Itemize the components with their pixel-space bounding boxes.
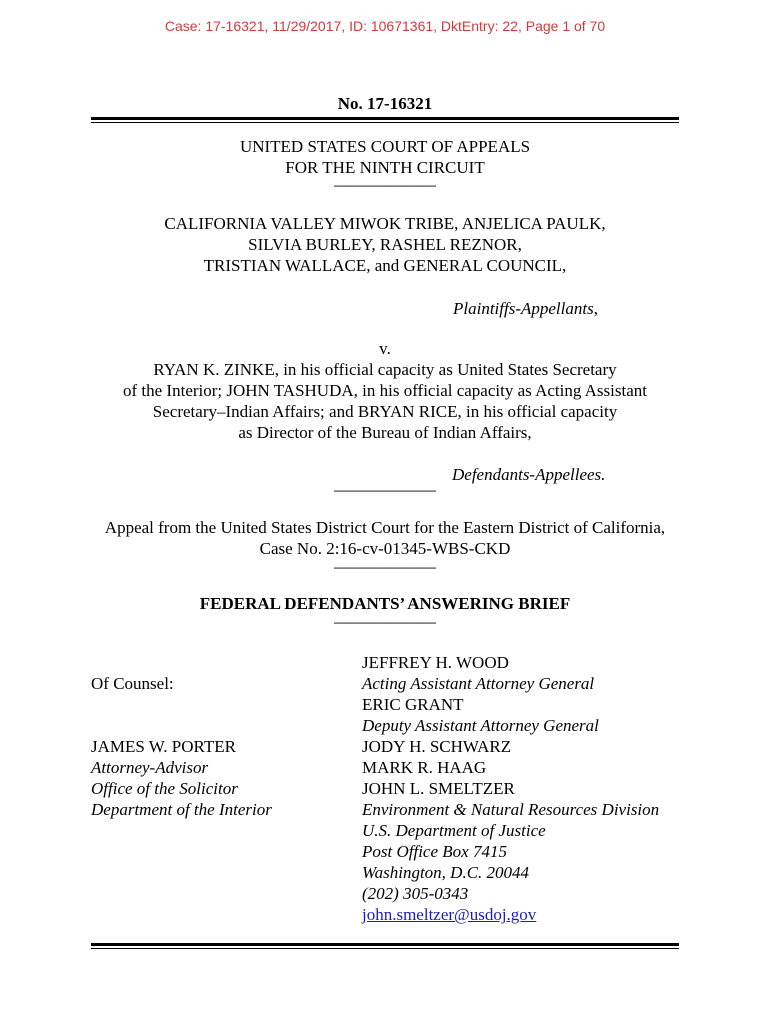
separator: ——————	[334, 557, 436, 576]
counsel-left-line: Department of the Interior	[91, 800, 272, 819]
plaintiffs-line-2: SILVIA BURLEY, RASHEL REZNOR,	[248, 235, 522, 254]
court-line-1: UNITED STATES COURT OF APPEALS	[239, 137, 531, 156]
email-link[interactable]: john.smeltzer@usdoj.gov	[362, 905, 537, 924]
brief-title: FEDERAL DEFENDANTS’ ANSWERING BRIEF	[199, 594, 571, 613]
appeal-line-2: Case No. 2:16-cv-01345-WBS-CKD	[259, 539, 511, 558]
counsel-right-title: Acting Assistant Attorney General	[362, 674, 595, 693]
counsel-right-address: Washington, D.C. 20044	[362, 863, 530, 882]
appeal-line-1: Appeal from the United States District Court for the Eastern District of California,	[104, 518, 666, 537]
defendants-line-2: of the Interior; JOHN TASHUDA, in his official capacity as Acting Assistant	[123, 381, 647, 400]
plaintiffs-line-1: CALIFORNIA VALLEY MIWOK TRIBE, ANJELICA PAULK,	[164, 214, 606, 233]
counsel-left-name: JAMES W. PORTER	[91, 737, 236, 756]
counsel-right-address: Post Office Box 7415	[362, 842, 507, 861]
separator: ——————	[334, 480, 436, 499]
counsel-right-address: U.S. Department of Justice	[362, 821, 546, 840]
plaintiffs-line-3: TRISTIAN WALLACE, and GENERAL COUNCIL,	[203, 256, 567, 275]
defendants-role: Defendants-Appellees.	[452, 465, 606, 484]
counsel-right-name: ERIC GRANT	[362, 695, 464, 714]
top-rule	[91, 117, 679, 123]
counsel-left-line: Attorney-Advisor	[91, 758, 209, 777]
plaintiffs-role	[453, 298, 598, 319]
defendants-line-1: RYAN K. ZINKE, in his official capacity as United States Secretary	[153, 360, 617, 379]
counsel-right-name: JOHN L. SMELTZER	[362, 779, 515, 798]
counsel-right-address: Environment & Natural Resources Division	[362, 800, 660, 819]
case-header: Case: 17-16321, 11/29/2017, ID: 10671361, DktEntry: 22, Page 1 of 70	[164, 18, 606, 34]
bottom-rule	[91, 943, 679, 949]
counsel-right-name: JODY H. SCHWARZ	[362, 737, 512, 756]
separator: ——————	[334, 612, 436, 631]
counsel-right-address: (202) 305-0343	[362, 884, 469, 903]
versus: v.	[379, 339, 391, 358]
counsel-left-line: Office of the Solicitor	[91, 779, 238, 798]
separator: ——————	[334, 175, 436, 194]
counsel-right-name: MARK R. HAAG	[362, 758, 487, 777]
plaintiffs-role-text: Plaintiffs-Appellants	[453, 299, 594, 318]
defendants-line-4: as Director of the Bureau of Indian Affairs,	[238, 423, 532, 442]
counsel-right-name: JEFFREY H. WOOD	[362, 653, 509, 672]
counsel-right-title: Deputy Assistant Attorney General	[362, 716, 599, 735]
of-counsel-label: Of Counsel:	[91, 674, 174, 693]
court-line-2: FOR THE NINTH CIRCUIT	[285, 158, 485, 177]
defendants-line-3: Secretary–Indian Affairs; and BRYAN RICE, in his official capacity	[152, 402, 618, 421]
plaintiffs-role-punct: ,	[593, 299, 598, 318]
docket-number: No. 17-16321	[337, 94, 433, 113]
